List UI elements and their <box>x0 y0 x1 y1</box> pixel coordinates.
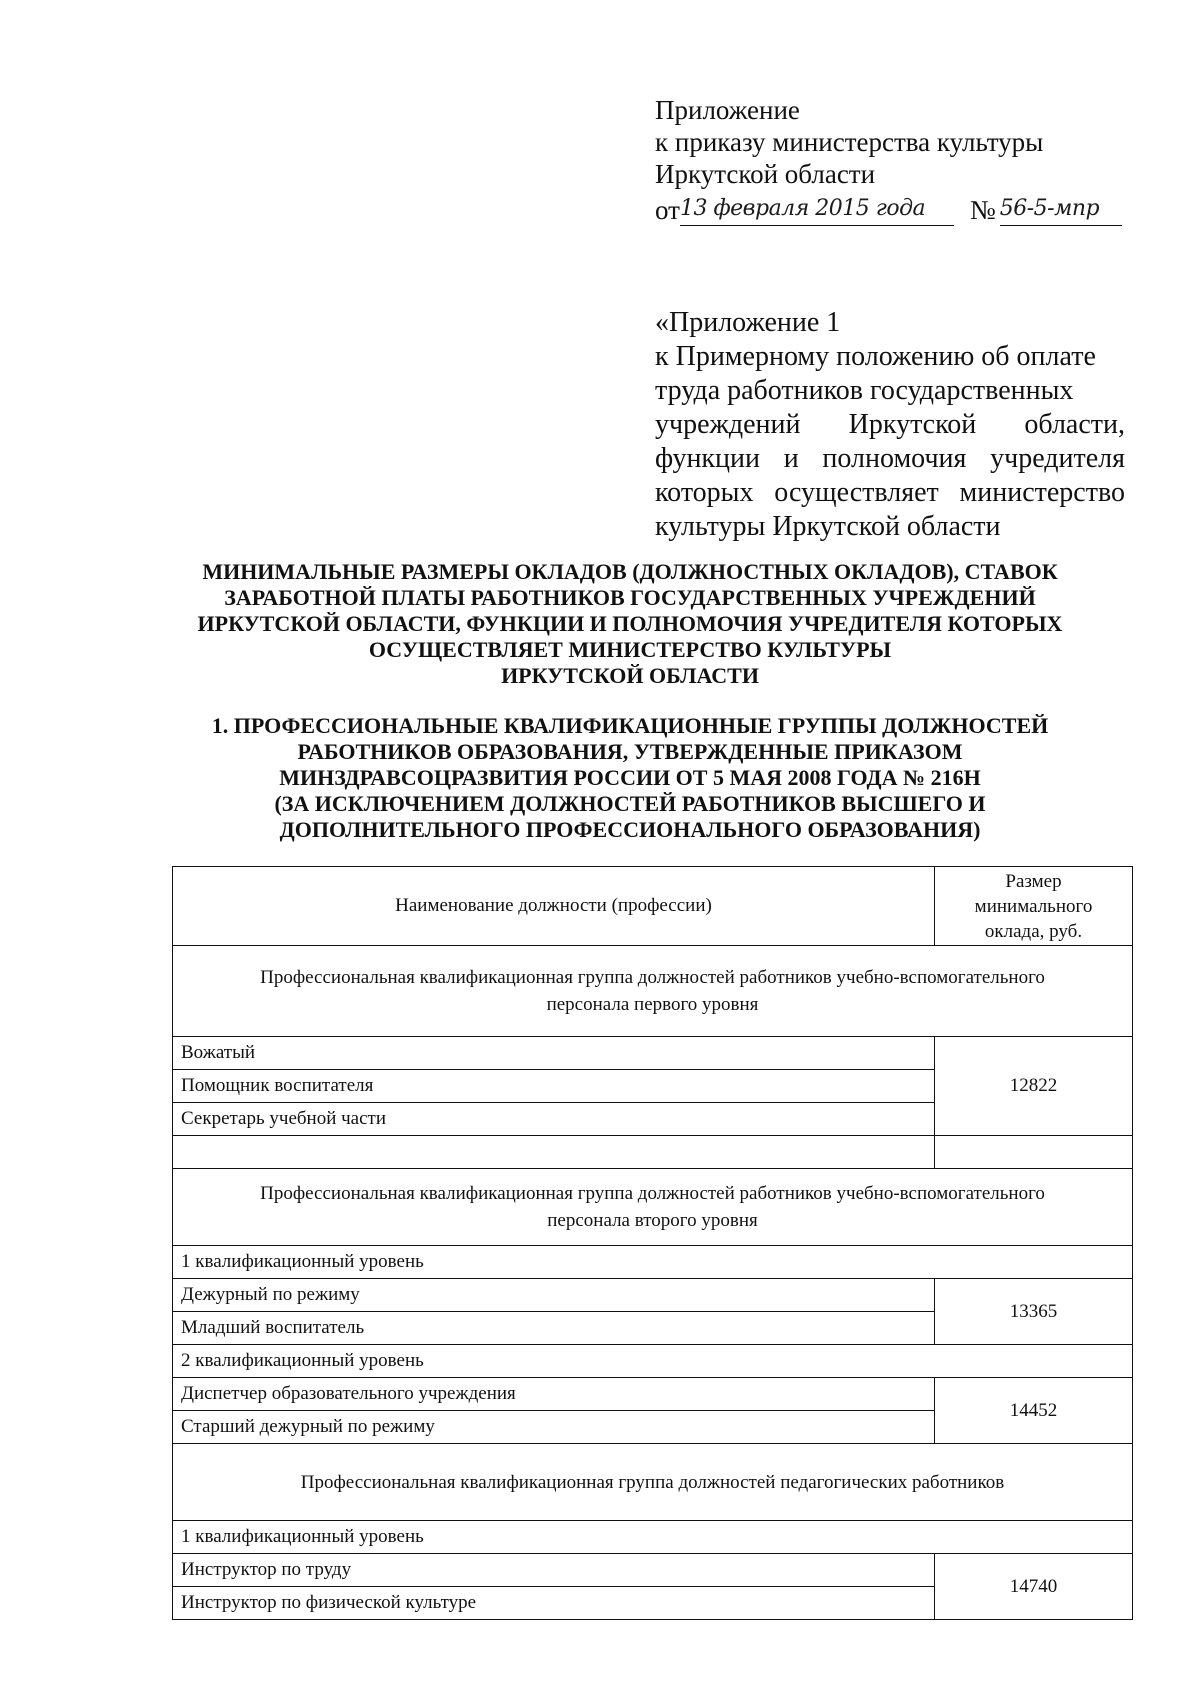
section-title <box>170 713 1090 843</box>
header-salary-line: оклада, руб. <box>984 920 1083 942</box>
number-label: № <box>969 195 996 225</box>
group-heading <box>173 1169 1133 1246</box>
empty-cell <box>173 1136 935 1169</box>
order-number-group <box>970 193 1122 226</box>
level-cell: 1 квалификационный уровень <box>173 1521 1133 1554</box>
group-heading-row <box>173 1169 1133 1246</box>
main-title-line: ОСУЩЕСТВЛЯЕТ МИНИСТЕРСТВО КУЛЬТУРЫ <box>368 637 892 662</box>
appendix-one-line: «Приложение 1 <box>655 307 841 338</box>
section-title-line: ДОПОЛНИТЕЛЬНОГО ПРОФЕССИОНАЛЬНОГО ОБРАЗОВАНИЯ) <box>279 817 981 842</box>
appendix-one-line: которых осуществляет министерство <box>655 477 1125 508</box>
order-date-handwritten: 13 февраля 2015 года <box>680 193 954 226</box>
appendix-header-line: Приложение <box>655 95 800 125</box>
level-row <box>173 1345 1133 1378</box>
table-row <box>173 1554 1133 1587</box>
section-title-line: (ЗА ИСКЛЮЧЕНИЕМ ДОЛЖНОСТЕЙ РАБОТНИКОВ ВЫСШЕГО И <box>274 791 986 816</box>
position-cell: Помощник воспитателя <box>173 1070 935 1103</box>
section-title-line: МИНЗДРАВСОЦРАЗВИТИЯ РОССИИ ОТ 5 МАЯ 2008 ГОДА № 216Н <box>279 765 981 790</box>
from-label: от <box>655 195 680 225</box>
position-cell: Инструктор по труду <box>173 1554 935 1587</box>
appendix-header <box>655 94 1125 226</box>
main-title <box>170 559 1090 689</box>
salary-cell: 13365 <box>935 1279 1133 1345</box>
appendix-one-line: к Примерному положению об оплате <box>655 341 1096 372</box>
header-salary-line: минимального <box>974 895 1093 917</box>
position-cell: Младший воспитатель <box>173 1312 935 1345</box>
position-cell: Дежурный по режиму <box>173 1279 935 1312</box>
group-heading-line: персонала первого уровня <box>546 994 759 1015</box>
group-heading-row <box>173 1444 1133 1521</box>
appendix-header-line: к приказу министерства культуры <box>655 127 1044 157</box>
empty-cell <box>935 1136 1133 1169</box>
level-row <box>173 1246 1133 1279</box>
level-cell: 2 квалификационный уровень <box>173 1345 1133 1378</box>
order-date-number-line <box>655 190 1125 226</box>
empty-row <box>173 1136 1133 1169</box>
header-salary <box>935 867 1133 946</box>
table-header-row <box>173 867 1133 946</box>
appendix-one-line: учреждений Иркутской области, <box>655 409 1125 440</box>
section-title-line: 1. ПРОФЕССИОНАЛЬНЫЕ КВАЛИФИКАЦИОННЫЕ ГРУППЫ ДОЛЖНОСТЕЙ <box>211 713 1049 738</box>
salary-table <box>172 866 1133 1620</box>
position-cell: Секретарь учебной части <box>173 1103 935 1136</box>
position-cell: Диспетчер образовательного учреждения <box>173 1378 935 1411</box>
position-cell: Старший дежурный по режиму <box>173 1411 935 1444</box>
salary-cell: 14452 <box>935 1378 1133 1444</box>
salary-cell: 12822 <box>935 1037 1133 1136</box>
level-cell: 1 квалификационный уровень <box>173 1246 1133 1279</box>
group-heading <box>173 946 1133 1037</box>
group-heading-line: Профессиональная квалификационная группа должностей работников учебно-вспомогательного <box>260 967 1045 988</box>
appendix-one-line: труда работников государственных <box>655 375 1074 406</box>
position-cell: Вожатый <box>173 1037 935 1070</box>
appendix-one-block <box>655 306 1125 544</box>
appendix-header-line: Иркутской области <box>655 159 876 189</box>
order-number-handwritten: 56-5-мпр <box>1000 193 1122 226</box>
appendix-one-line: культуры Иркутской области <box>655 511 1001 542</box>
main-title-line: ЗАРАБОТНОЙ ПЛАТЫ РАБОТНИКОВ ГОСУДАРСТВЕННЫХ УЧРЕЖДЕНИЙ <box>224 585 1036 610</box>
group-heading-line: персонала второго уровня <box>547 1210 758 1231</box>
group-heading-line: Профессиональная квалификационная группа должностей работников учебно-вспомогательного <box>260 1183 1045 1204</box>
appendix-one-line: функции и полномочия учредителя <box>655 443 1125 474</box>
header-position: Наименование должности (профессии) <box>173 867 935 946</box>
main-title-line: МИНИМАЛЬНЫЕ РАЗМЕРЫ ОКЛАДОВ (ДОЛЖНОСТНЫХ ОКЛАДОВ), СТАВОК <box>202 559 1058 584</box>
main-title-line: ИРКУТСКОЙ ОБЛАСТИ, ФУНКЦИИ И ПОЛНОМОЧИЯ УЧРЕДИТЕЛЯ КОТОРЫХ <box>197 611 1063 636</box>
table-row <box>173 1378 1133 1411</box>
header-salary-line: Размер <box>1005 870 1062 892</box>
main-title-line: ИРКУТСКОЙ ОБЛАСТИ <box>501 663 759 688</box>
level-row <box>173 1521 1133 1554</box>
table-row <box>173 1037 1133 1070</box>
group-heading: Профессиональная квалификационная группа должностей педагогических работников <box>173 1444 1133 1521</box>
group-heading-row <box>173 946 1133 1037</box>
table-row <box>173 1279 1133 1312</box>
position-cell: Инструктор по физической культуре <box>173 1587 935 1620</box>
section-title-line: РАБОТНИКОВ ОБРАЗОВАНИЯ, УТВЕРЖДЕННЫЕ ПРИКАЗОМ <box>297 739 963 764</box>
salary-cell: 14740 <box>935 1554 1133 1620</box>
